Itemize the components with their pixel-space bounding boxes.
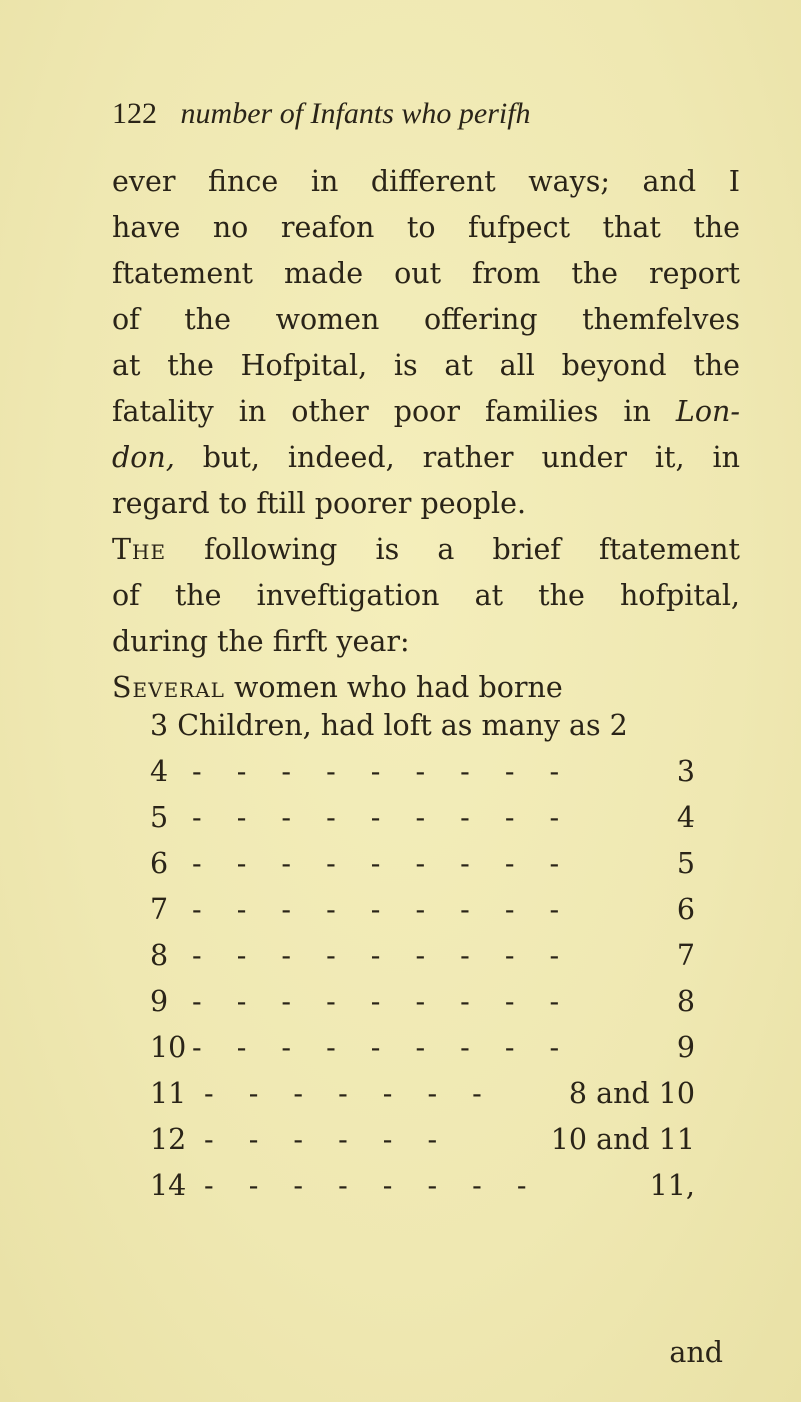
children-lost: 5 — [676, 847, 695, 880]
text-line: have no reafon to fufpect that the — [112, 211, 740, 244]
text-line: during the firft year: — [112, 625, 410, 658]
leader-dashes: - - - - - - - - - — [192, 985, 573, 1018]
children-lost: 7 — [676, 939, 695, 972]
text-line: regard to ftill poorer people. — [112, 487, 527, 520]
text-line: at the Hofpital, is at all beyond the — [112, 349, 740, 382]
body-text — [112, 159, 740, 711]
leader-dashes: - - - - - - - - - — [192, 1031, 573, 1064]
leader-dashes: - - - - - - - - - — [192, 893, 573, 926]
table-row — [150, 841, 695, 887]
children-borne: 14 — [150, 1169, 187, 1202]
text-fragment: but, indeed, rather under it, in — [174, 441, 740, 474]
text-fragment: fatality in other poor families in — [112, 395, 651, 428]
running-head — [112, 96, 531, 132]
children-table — [150, 703, 695, 1209]
text-line-with-italic — [112, 435, 740, 481]
children-borne: 4 — [150, 755, 169, 788]
children-lost: 3 — [676, 755, 695, 788]
children-lost: 11, — [649, 1169, 695, 1202]
children-lost: 8 — [676, 985, 695, 1018]
children-lost: 8 and 10 — [568, 1077, 695, 1110]
children-lost: 4 — [676, 801, 695, 834]
table-row — [150, 1025, 695, 1071]
leader-dashes: - - - - - - - - - — [192, 939, 573, 972]
small-caps-lead: The — [112, 533, 167, 566]
leader-dashes: - - - - - - - - — [204, 1169, 540, 1202]
leader-dashes: - - - - - - - - - — [192, 801, 573, 834]
table-row — [150, 749, 695, 795]
small-caps-lead: Several — [112, 671, 225, 704]
children-borne: 10 — [150, 1031, 187, 1064]
children-borne: 12 — [150, 1123, 187, 1156]
paragraph-start-line — [112, 527, 740, 573]
children-borne: 7 — [150, 893, 169, 926]
children-borne: 11 — [150, 1077, 187, 1110]
table-header-row — [150, 703, 695, 749]
table-row — [150, 1071, 695, 1117]
text-line: ftatement made out from the report — [112, 257, 740, 290]
text-fragment: women who had borne — [224, 671, 563, 704]
catchword: and — [669, 1336, 723, 1369]
children-borne: 5 — [150, 801, 169, 834]
children-lost: 9 — [676, 1031, 695, 1064]
text-fragment: following is a brief ftatement — [166, 533, 740, 566]
leader-dashes: - - - - - - — [204, 1123, 451, 1156]
table-row — [150, 887, 695, 933]
leader-dashes: - - - - - - - - - — [192, 755, 573, 788]
leader-dashes: - - - - - - - - - — [192, 847, 573, 880]
table-first-row-text: 3 Children, had loft as many as 2 — [150, 709, 628, 742]
children-borne: 8 — [150, 939, 169, 972]
table-row — [150, 1117, 695, 1163]
text-line-with-italic — [112, 389, 740, 435]
children-borne: 9 — [150, 985, 169, 1018]
table-row — [150, 979, 695, 1025]
children-lost: 10 and 11 — [550, 1123, 695, 1156]
text-line: of the women offering themfelves — [112, 303, 740, 336]
running-title: number of Infants who perifh — [180, 97, 531, 130]
page-number: 122 — [112, 97, 157, 130]
italic-place-name: Lon- — [675, 395, 740, 428]
text-line: ever fince in different ways; and I — [112, 165, 740, 198]
table-row — [150, 795, 695, 841]
table-row — [150, 933, 695, 979]
children-lost: 6 — [676, 893, 695, 926]
italic-place-name: don, — [112, 441, 175, 474]
table-row — [150, 1163, 695, 1209]
children-borne: 6 — [150, 847, 169, 880]
leader-dashes: - - - - - - - — [204, 1077, 495, 1110]
text-line: of the inveftigation at the hofpital, — [112, 579, 740, 612]
